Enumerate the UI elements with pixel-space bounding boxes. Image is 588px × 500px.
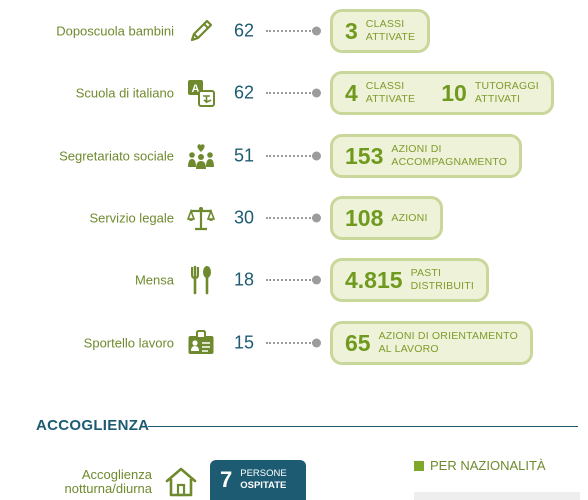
connector-dot xyxy=(312,27,321,36)
service-row xyxy=(0,6,588,56)
service-label: Scuola di italiano xyxy=(75,85,174,101)
dotted-connector xyxy=(266,279,314,281)
service-row xyxy=(0,255,588,305)
service-row xyxy=(0,68,588,118)
stat-caption xyxy=(391,212,427,225)
connector-dot xyxy=(312,214,321,223)
stat-pill xyxy=(330,71,554,115)
dotted-connector xyxy=(266,30,314,32)
stat-pill xyxy=(330,258,489,302)
stat-caption-line: TUTORAGGI xyxy=(474,80,539,93)
scales-icon xyxy=(186,203,216,233)
service-count: 62 xyxy=(234,82,255,103)
stat-caption-line: AZIONI DI xyxy=(391,143,442,156)
pencil-icon xyxy=(186,16,216,46)
accoglienza-label xyxy=(40,468,152,497)
accoglienza-stat-box xyxy=(210,460,306,500)
connector-dot xyxy=(312,89,321,98)
id-badge-icon xyxy=(186,328,216,358)
connector-dot xyxy=(312,152,321,161)
service-count: 15 xyxy=(234,332,255,353)
service-count: 30 xyxy=(234,207,255,228)
stat-caption xyxy=(475,80,539,105)
translate-icon xyxy=(186,78,216,108)
stat-caption xyxy=(366,80,415,105)
stat-value: 10 xyxy=(441,79,467,106)
service-row xyxy=(0,318,588,368)
dotted-connector xyxy=(266,92,314,94)
stat-caption-line: AZIONI DI ORIENTAMENTO xyxy=(378,330,518,343)
house-icon xyxy=(164,466,198,498)
stat-caption xyxy=(379,330,518,355)
stat-caption-line: ATTIVATE xyxy=(365,31,416,43)
service-row xyxy=(0,131,588,181)
stat-caption xyxy=(366,18,415,43)
accoglienza-value: 7 xyxy=(220,467,233,492)
fork-spoon-icon xyxy=(186,265,216,295)
stat-caption-line: ATTIVATI xyxy=(474,93,521,105)
stat-pill xyxy=(330,9,430,53)
nationality-heading xyxy=(414,458,546,473)
accoglienza-caption xyxy=(240,468,286,492)
nationality-title: PER NAZIONALITÀ xyxy=(430,458,546,473)
stat-value: 4 xyxy=(345,79,358,106)
stat-caption-line: AZIONI xyxy=(391,211,428,224)
accoglienza-label-line1: Accoglienza xyxy=(81,467,152,482)
connector-dot xyxy=(312,276,321,285)
stat-value: 153 xyxy=(345,142,384,169)
stat-caption-line: PASTI xyxy=(410,267,442,280)
stat-pill xyxy=(330,134,522,178)
connector-dot xyxy=(312,339,321,348)
service-label: Mensa xyxy=(134,272,174,288)
legend-square-icon xyxy=(414,461,424,471)
dotted-connector xyxy=(266,155,314,157)
stat-value: 65 xyxy=(345,329,371,356)
accoglienza-caption-line2: OSPITATE xyxy=(240,480,287,491)
service-row xyxy=(0,193,588,243)
accoglienza-caption-line1: PERSONE xyxy=(240,468,287,480)
service-label: Servizio legale xyxy=(89,210,174,226)
stat-pill xyxy=(330,321,533,365)
stat-caption xyxy=(391,143,507,168)
service-label: Sportello lavoro xyxy=(83,335,174,351)
stat-pill xyxy=(330,196,443,240)
section-title-accoglienza: ACCOGLIENZA xyxy=(36,417,150,434)
service-label: Segretariato sociale xyxy=(59,148,174,164)
nationality-bar xyxy=(414,492,580,500)
service-label: Doposcuola bambini xyxy=(56,23,174,39)
service-count: 51 xyxy=(234,145,255,166)
stat-caption-line: CLASSI xyxy=(365,18,405,31)
stat-caption-line: AL LAVORO xyxy=(378,343,439,355)
stat-caption-line: ATTIVATE xyxy=(365,93,416,105)
section-divider xyxy=(148,426,578,427)
dotted-connector xyxy=(266,342,314,344)
people-heart-icon xyxy=(186,141,216,171)
stat-caption-line: ACCOMPAGNAMENTO xyxy=(391,156,508,168)
service-count: 18 xyxy=(234,269,255,290)
stat-value: 4.815 xyxy=(345,266,403,293)
dotted-connector xyxy=(266,217,314,219)
svg-text:A: A xyxy=(191,83,200,95)
stat-caption xyxy=(411,267,474,292)
stat-caption-line: DISTRIBUITI xyxy=(410,280,475,292)
stat-value: 3 xyxy=(345,17,358,44)
accoglienza-label-line2: notturna/diurna xyxy=(64,481,152,497)
stat-value: 108 xyxy=(345,204,384,231)
stat-caption-line: CLASSI xyxy=(365,80,405,93)
service-count: 62 xyxy=(234,20,255,41)
